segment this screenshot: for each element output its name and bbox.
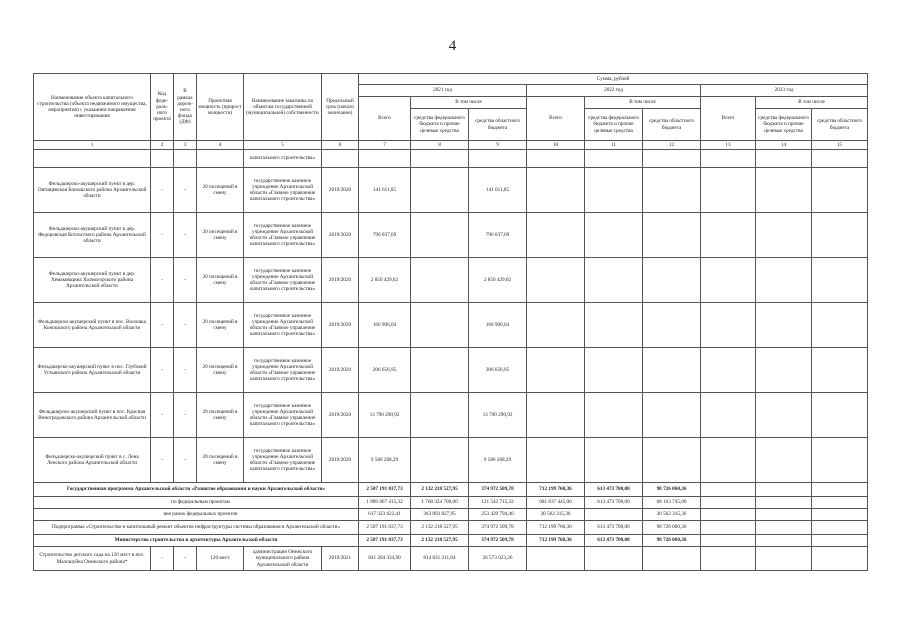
object-name: Фельдшерско-акушерский пункт в с. Лена Ленского района Архангельской области: [34, 438, 151, 483]
col-type-header: В рамках дорож-ного фонда (ДФ): [174, 74, 197, 141]
period-cell: 2019/2020: [322, 393, 359, 438]
total-2021-cell: 141 611,85: [359, 168, 411, 213]
column-number: 2: [151, 141, 174, 150]
total-2021-cell: 206 656,95: [359, 348, 411, 393]
table-row: [34, 303, 868, 348]
capacity-cell: 20 посещений в смену: [197, 348, 244, 393]
col-capacity-header: Проектная мощность (прирост мощности): [197, 74, 244, 141]
customer-cell: государственное казенное учреждение Архангельской области «Главное управление капитального строительства»: [244, 213, 322, 258]
total-value: 681 637 445,00: [527, 497, 585, 509]
column-number: 11: [585, 141, 643, 150]
table-row: [34, 213, 868, 258]
column-number: 6: [322, 141, 359, 150]
reg-header-2023: средства областного бюджета: [812, 109, 868, 141]
customer-cell: капитального строительства»: [244, 150, 322, 168]
object-name: Фельдшерско-акушерский пункт в дер. Федоровская Котласского района Архангельской области: [34, 213, 151, 258]
code-cell: -: [151, 213, 174, 258]
customer-cell: государственное казенное учреждение Архангельской области «Главное управление капитального строительства»: [244, 168, 322, 213]
col-code-header: Код феде-раль-ного проекта: [151, 74, 174, 141]
incl-header-2021: В том числе: [411, 97, 527, 109]
fed-header-2022: средства федерального бюджета и прочие целевые средства: [585, 109, 643, 141]
capacity-cell: 20 посещений в смену: [197, 213, 244, 258]
total-value: 1 889 867 415,32: [359, 497, 411, 509]
column-number: 12: [643, 141, 701, 150]
year-2021-header: 2021 год: [359, 85, 527, 97]
fed-projects-row: [34, 497, 868, 509]
code-cell: -: [151, 258, 174, 303]
type-cell: -: [174, 348, 197, 393]
total-value: 613 473 700,00: [585, 483, 643, 497]
customer-cell: государственное казенное учреждение Архангельской области «Главное управление капитального строительства»: [244, 258, 322, 303]
total-value: 712 199 760,36: [527, 535, 585, 547]
ministry-row: [34, 535, 868, 547]
column-number: 9: [469, 141, 527, 150]
column-number: 3: [174, 141, 197, 150]
total-value: 613 473 700,00: [585, 535, 643, 547]
program-label: Государственная программа Архангельской области «Развитие образования и науки Архангельской области»: [34, 483, 359, 497]
table-row: [34, 258, 868, 303]
total-value: 98 726 060,36: [643, 535, 701, 547]
reg-2021-cell: 796 037,69: [469, 213, 527, 258]
sum-header: Сумма, рублей: [359, 74, 868, 85]
reg-2021-cell: 13 790 290,92: [469, 393, 527, 438]
total-header-2022: Всего: [527, 97, 585, 141]
total-2021-cell: 166 906,04: [359, 303, 411, 348]
column-number: 7: [359, 141, 411, 150]
object-name: Фельдшерско-акушерский пункт в пос. Волошка Коношского района Архангельской области: [34, 303, 151, 348]
reg-2021-cell: 2 850 429,02: [469, 258, 527, 303]
fed-projects-label: по федеральным проектам: [34, 497, 359, 509]
period-cell: 2019/2020: [322, 168, 359, 213]
code-cell: -: [151, 547, 174, 571]
incl-header-2023: В том числе: [756, 97, 868, 109]
total-value: 2 132 218 527,95: [411, 521, 469, 535]
total-header-2023: Всего: [701, 97, 756, 141]
object-name: Фельдшерско-акушерский пункт в дер. Овтищевская Коношского района Архангельской области: [34, 168, 151, 213]
total-2021-cell: 9 586 268,29: [359, 438, 411, 483]
total-value: 2 507 191 037,73: [359, 483, 411, 497]
capacity-cell: 20 посещений в смену: [197, 258, 244, 303]
total-value: 374 972 509,78: [469, 535, 527, 547]
non-fed-label: вне рамок федеральных проектов: [34, 509, 359, 521]
reg-2021-cell: 141 611,85: [469, 168, 527, 213]
fed-header-2023: средства федерального бюджета и прочие целевые средства: [756, 109, 812, 141]
column-number: 5: [244, 141, 322, 150]
page-number: 4: [448, 38, 457, 54]
type-cell: -: [174, 213, 197, 258]
customer-cell: государственное казенное учреждение Архангельской области «Главное управление капитального строительства»: [244, 438, 322, 483]
column-number: 10: [527, 141, 585, 150]
column-number: 13: [701, 141, 756, 150]
table-row: [34, 393, 868, 438]
total-value: 2 132 218 527,95: [411, 483, 469, 497]
capacity-cell: 20 посещений в смену: [197, 168, 244, 213]
reg-2021-cell: 206 656,95: [469, 348, 527, 393]
code-cell: -: [151, 303, 174, 348]
total-value: 363 893 827,95: [411, 509, 469, 521]
total-value: 374 972 509,78: [469, 521, 527, 535]
type-cell: -: [174, 168, 197, 213]
total-value: [585, 509, 643, 521]
total-value: 30 562 315,36: [527, 509, 585, 521]
code-cell: -: [151, 438, 174, 483]
total-value: 613 473 700,00: [585, 521, 643, 535]
table-row: [34, 168, 868, 213]
period-cell: 2019/2021: [322, 547, 359, 571]
type-cell: -: [174, 547, 197, 571]
table-row: [34, 438, 868, 483]
total-value: 712 199 760,36: [527, 483, 585, 497]
reg-2021-cell: 9 586 268,29: [469, 438, 527, 483]
total-value: 613 473 700,00: [585, 497, 643, 509]
fed-header-2021: средства федерального бюджета и прочие целевые средства: [411, 109, 469, 141]
total-value: 98 726 060,36: [643, 521, 701, 535]
customer-cell: государственное казенное учреждение Архангельской области «Главное управление капитального строительства»: [244, 303, 322, 348]
type-cell: -: [174, 303, 197, 348]
column-number: 14: [756, 141, 812, 150]
customer-cell: государственное казенное учреждение Архангельской области «Главное управление капитального строительства»: [244, 393, 322, 438]
year-2022-header: 2022 год: [527, 85, 701, 97]
column-number: 1: [34, 141, 151, 150]
total-value: 712 199 760,36: [527, 521, 585, 535]
type-cell: -: [174, 438, 197, 483]
code-cell: -: [151, 348, 174, 393]
period-cell: 2019/2020: [322, 348, 359, 393]
subprogram-row: [34, 521, 868, 535]
reg-2021-cell: 166 906,04: [469, 303, 527, 348]
col-customer-header: Наименование заказчика по объектам государственной (муниципальной) собственности: [244, 74, 322, 141]
capacity-cell: 20 посещений в смену: [197, 303, 244, 348]
reg-header-2022: средства областного бюджета: [643, 109, 701, 141]
ministry-label: Министерство строительства и архитектуры Архангельской области: [34, 535, 359, 547]
object-name: Фельдшерско-акушерский пункт в пос. Глубокий Устьянского района Архангельской области: [34, 348, 151, 393]
object-name: Строительство детского сада на 120 мест в пос. Малошуйка Онежского района*: [34, 547, 151, 571]
column-numbers-row: [34, 141, 868, 150]
code-cell: -: [151, 168, 174, 213]
non-fed-row: [34, 509, 868, 521]
total-2021-cell: 796 037,69: [359, 213, 411, 258]
reg-2021-cell: 26 573 023,26: [469, 547, 527, 571]
total-value: 1 768 324 700,00: [411, 497, 469, 509]
customer-cell: государственное казенное учреждение Архангельской области «Главное управление капитального строительства»: [244, 348, 322, 393]
type-cell: -: [174, 393, 197, 438]
reg-header-2021: средства областного бюджета: [469, 109, 527, 141]
column-number: 4: [197, 141, 244, 150]
total-value: 374 972 509,78: [469, 483, 527, 497]
col-period-header: Предельный срок (начало окончание): [322, 74, 359, 141]
period-cell: 2019/2020: [322, 303, 359, 348]
capacity-cell: 20 посещений в смену: [197, 393, 244, 438]
total-value: 253 429 794,46: [469, 509, 527, 521]
table-row: [34, 150, 868, 168]
incl-header-2022: В том числе: [585, 97, 701, 109]
column-number: 8: [411, 141, 469, 150]
total-value: 617 323 622,41: [359, 509, 411, 521]
year-2023-header: 2023 год: [701, 85, 868, 97]
object-name: Фельдшерско-акушерский пункт в дер. Хемаковщина Холмогорского района Архангельской области: [34, 258, 151, 303]
total-value: 2 507 191 037,73: [359, 521, 411, 535]
total-value: 68 163 745,00: [643, 497, 701, 509]
period-cell: 2019/2020: [322, 213, 359, 258]
column-number: 15: [812, 141, 868, 150]
table-row: [34, 348, 868, 393]
total-2021-cell: 841 204 334,90: [359, 547, 411, 571]
code-cell: -: [151, 393, 174, 438]
investment-table: [33, 73, 868, 571]
type-cell: -: [174, 258, 197, 303]
subprogram-label: Подпрограмма «Строительство и капитальный ремонт объектов инфраструктуры системы образования в Архангельской области»: [34, 521, 359, 535]
total-value: 121 542 715,32: [469, 497, 527, 509]
total-value: 98 726 060,36: [643, 483, 701, 497]
total-value: 2 507 191 037,73: [359, 535, 411, 547]
capacity-cell: 20 посещений в смену: [197, 438, 244, 483]
total-value: 30 562 315,36: [643, 509, 701, 521]
total-2021-cell: 13 790 290,92: [359, 393, 411, 438]
period-cell: 2019/2020: [322, 438, 359, 483]
customer-cell: администрация Онежского муниципального района Архангельской области: [244, 547, 322, 571]
total-value: 2 132 218 527,95: [411, 535, 469, 547]
table-row: [34, 547, 868, 571]
total-header-2021: Всего: [359, 97, 411, 141]
total-2021-cell: 2 850 429,02: [359, 258, 411, 303]
object-name: Фельдшерско-акушерский пункт в пос. Красная Виноградовского района Архангельской области: [34, 393, 151, 438]
capacity-cell: 120 мест: [197, 547, 244, 571]
period-cell: 2019/2020: [322, 258, 359, 303]
program-total-row: [34, 483, 868, 497]
fed-2021-cell: 814 631 311,64: [411, 547, 469, 571]
col-name-header: Наименование объекта капитального строительства (объекта недвижимого имущества, мероприятия) с указанием направления инвестирования: [34, 74, 151, 141]
